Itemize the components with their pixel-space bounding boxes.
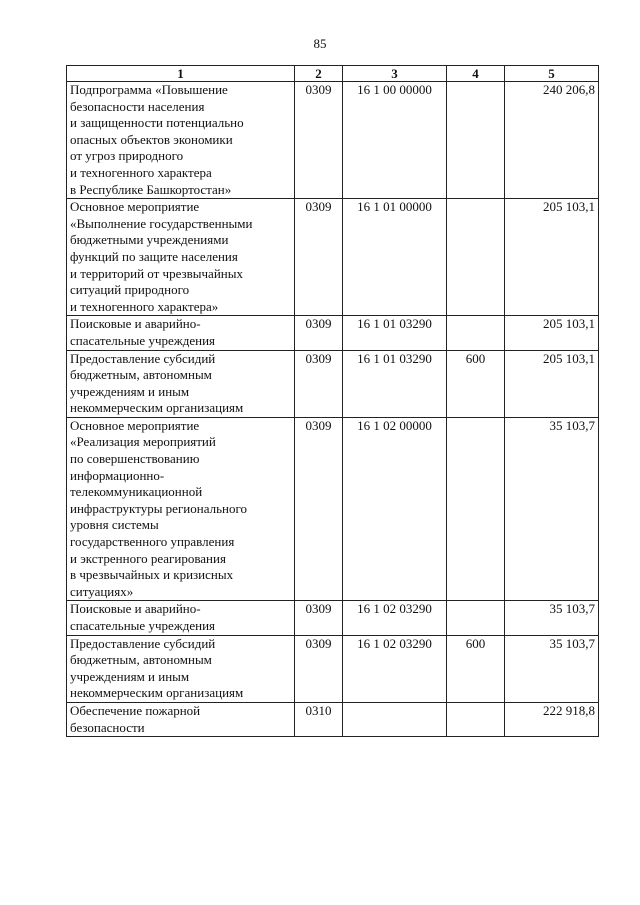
section-code-cell: 0309 bbox=[295, 316, 343, 350]
row-name-line: функций по защите населения bbox=[70, 248, 238, 264]
target-article-cell: 16 1 01 00000 bbox=[343, 199, 447, 316]
column-header-3: 3 bbox=[343, 66, 447, 82]
expense-type-cell bbox=[447, 199, 505, 316]
target-article-cell: 16 1 01 03290 bbox=[343, 316, 447, 350]
row-name-line: бюджетным, автономным bbox=[70, 367, 212, 383]
row-name-line: некоммерческим организациям bbox=[70, 685, 244, 701]
row-name-line: уровня системы bbox=[70, 517, 159, 533]
row-name-cell bbox=[67, 601, 295, 635]
row-name-cell bbox=[67, 350, 295, 417]
row-name-cell bbox=[67, 82, 295, 199]
column-header-2: 2 bbox=[295, 66, 343, 82]
budget-table bbox=[66, 65, 599, 737]
row-name-line: и территорий от чрезвычайных bbox=[70, 265, 243, 281]
row-name-line: телекоммуникационной bbox=[70, 484, 203, 500]
row-name-line: «Выполнение государственными bbox=[70, 215, 253, 231]
table-row bbox=[67, 601, 599, 635]
row-name-line: ситуациях» bbox=[70, 583, 134, 599]
amount-cell: 240 206,8 bbox=[505, 82, 599, 199]
row-name-line: и защищенности потенциально bbox=[70, 115, 244, 131]
row-name-cell bbox=[67, 635, 295, 702]
column-header-1: 1 bbox=[67, 66, 295, 82]
row-name-line: в Республике Башкортостан» bbox=[70, 181, 232, 197]
row-name-line: «Реализация мероприятий bbox=[70, 434, 216, 450]
row-name-line: ситуаций природного bbox=[70, 282, 190, 298]
row-name-line: по совершенствованию bbox=[70, 451, 200, 467]
target-article-cell: 16 1 01 03290 bbox=[343, 350, 447, 417]
table-row bbox=[67, 82, 599, 199]
expense-type-cell bbox=[447, 601, 505, 635]
amount-cell: 205 103,1 bbox=[505, 199, 599, 316]
row-name-line: Основное мероприятие bbox=[70, 199, 200, 215]
table-row bbox=[67, 417, 599, 601]
expense-type-cell bbox=[447, 82, 505, 199]
row-name-line: Поисковые и аварийно- bbox=[70, 316, 201, 332]
page-number: 85 bbox=[313, 36, 327, 51]
amount-cell: 35 103,7 bbox=[505, 601, 599, 635]
row-name-line: учреждениям и иным bbox=[70, 383, 190, 399]
row-name-line: безопасности bbox=[70, 719, 145, 735]
row-name-line: некоммерческим организациям bbox=[70, 400, 244, 416]
table-header bbox=[67, 66, 599, 82]
header-row bbox=[67, 66, 599, 82]
row-name-cell bbox=[67, 417, 295, 601]
section-code-cell: 0309 bbox=[295, 417, 343, 601]
row-name-cell bbox=[67, 702, 295, 736]
row-name-line: Предоставление субсидий bbox=[70, 635, 216, 651]
expense-type-cell: 600 bbox=[447, 350, 505, 417]
section-code-cell: 0310 bbox=[295, 702, 343, 736]
row-name-line: инфраструктуры регионального bbox=[70, 500, 247, 516]
row-name-line: Основное мероприятие bbox=[70, 417, 200, 433]
amount-cell: 205 103,1 bbox=[505, 350, 599, 417]
column-header-4: 4 bbox=[447, 66, 505, 82]
column-header-5: 5 bbox=[505, 66, 599, 82]
row-name-line: информационно- bbox=[70, 467, 165, 483]
row-name-cell bbox=[67, 199, 295, 316]
table-row bbox=[67, 350, 599, 417]
table-body bbox=[67, 82, 599, 737]
row-name-line: в чрезвычайных и кризисных bbox=[70, 567, 234, 583]
expense-type-cell bbox=[447, 316, 505, 350]
row-name-line: от угроз природного bbox=[70, 148, 184, 164]
row-name-line: Поисковые и аварийно- bbox=[70, 601, 201, 617]
section-code-cell: 0309 bbox=[295, 601, 343, 635]
amount-cell: 222 918,8 bbox=[505, 702, 599, 736]
target-article-cell: 16 1 02 00000 bbox=[343, 417, 447, 601]
row-name-line: опасных объектов экономики bbox=[70, 131, 233, 147]
table-row bbox=[67, 702, 599, 736]
section-code-cell: 0309 bbox=[295, 82, 343, 199]
expense-type-cell bbox=[447, 702, 505, 736]
row-name-line: Предоставление субсидий bbox=[70, 350, 216, 366]
target-article-cell: 16 1 02 03290 bbox=[343, 635, 447, 702]
amount-cell: 205 103,1 bbox=[505, 316, 599, 350]
expense-type-cell bbox=[447, 417, 505, 601]
row-name-line: учреждениям и иным bbox=[70, 668, 190, 684]
table-row bbox=[67, 199, 599, 316]
row-name-line: и экстренного реагирования bbox=[70, 550, 226, 566]
amount-cell: 35 103,7 bbox=[505, 635, 599, 702]
row-name-line: безопасности населения bbox=[70, 98, 205, 114]
row-name-line: спасательные учреждения bbox=[70, 618, 216, 633]
row-name-cell bbox=[67, 316, 295, 350]
target-article-cell: 16 1 02 03290 bbox=[343, 601, 447, 635]
row-name-line: и техногенного характера» bbox=[70, 298, 219, 314]
table-row bbox=[67, 635, 599, 702]
expense-type-cell: 600 bbox=[447, 635, 505, 702]
row-name-line: и техногенного характера bbox=[70, 164, 212, 180]
section-code-cell: 0309 bbox=[295, 350, 343, 417]
target-article-cell bbox=[343, 702, 447, 736]
section-code-cell: 0309 bbox=[295, 199, 343, 316]
row-name-line: спасательные учреждения bbox=[70, 332, 216, 348]
row-name-line: бюджетными учреждениями bbox=[70, 232, 229, 248]
section-code-cell: 0309 bbox=[295, 635, 343, 702]
amount-cell: 35 103,7 bbox=[505, 417, 599, 601]
row-name-line: Подпрограмма «Повышение bbox=[70, 82, 228, 97]
table-row bbox=[67, 316, 599, 350]
row-name-line: государственного управления bbox=[70, 534, 235, 550]
row-name-line: бюджетным, автономным bbox=[70, 652, 212, 668]
target-article-cell: 16 1 00 00000 bbox=[343, 82, 447, 199]
row-name-line: Обеспечение пожарной bbox=[70, 702, 201, 718]
